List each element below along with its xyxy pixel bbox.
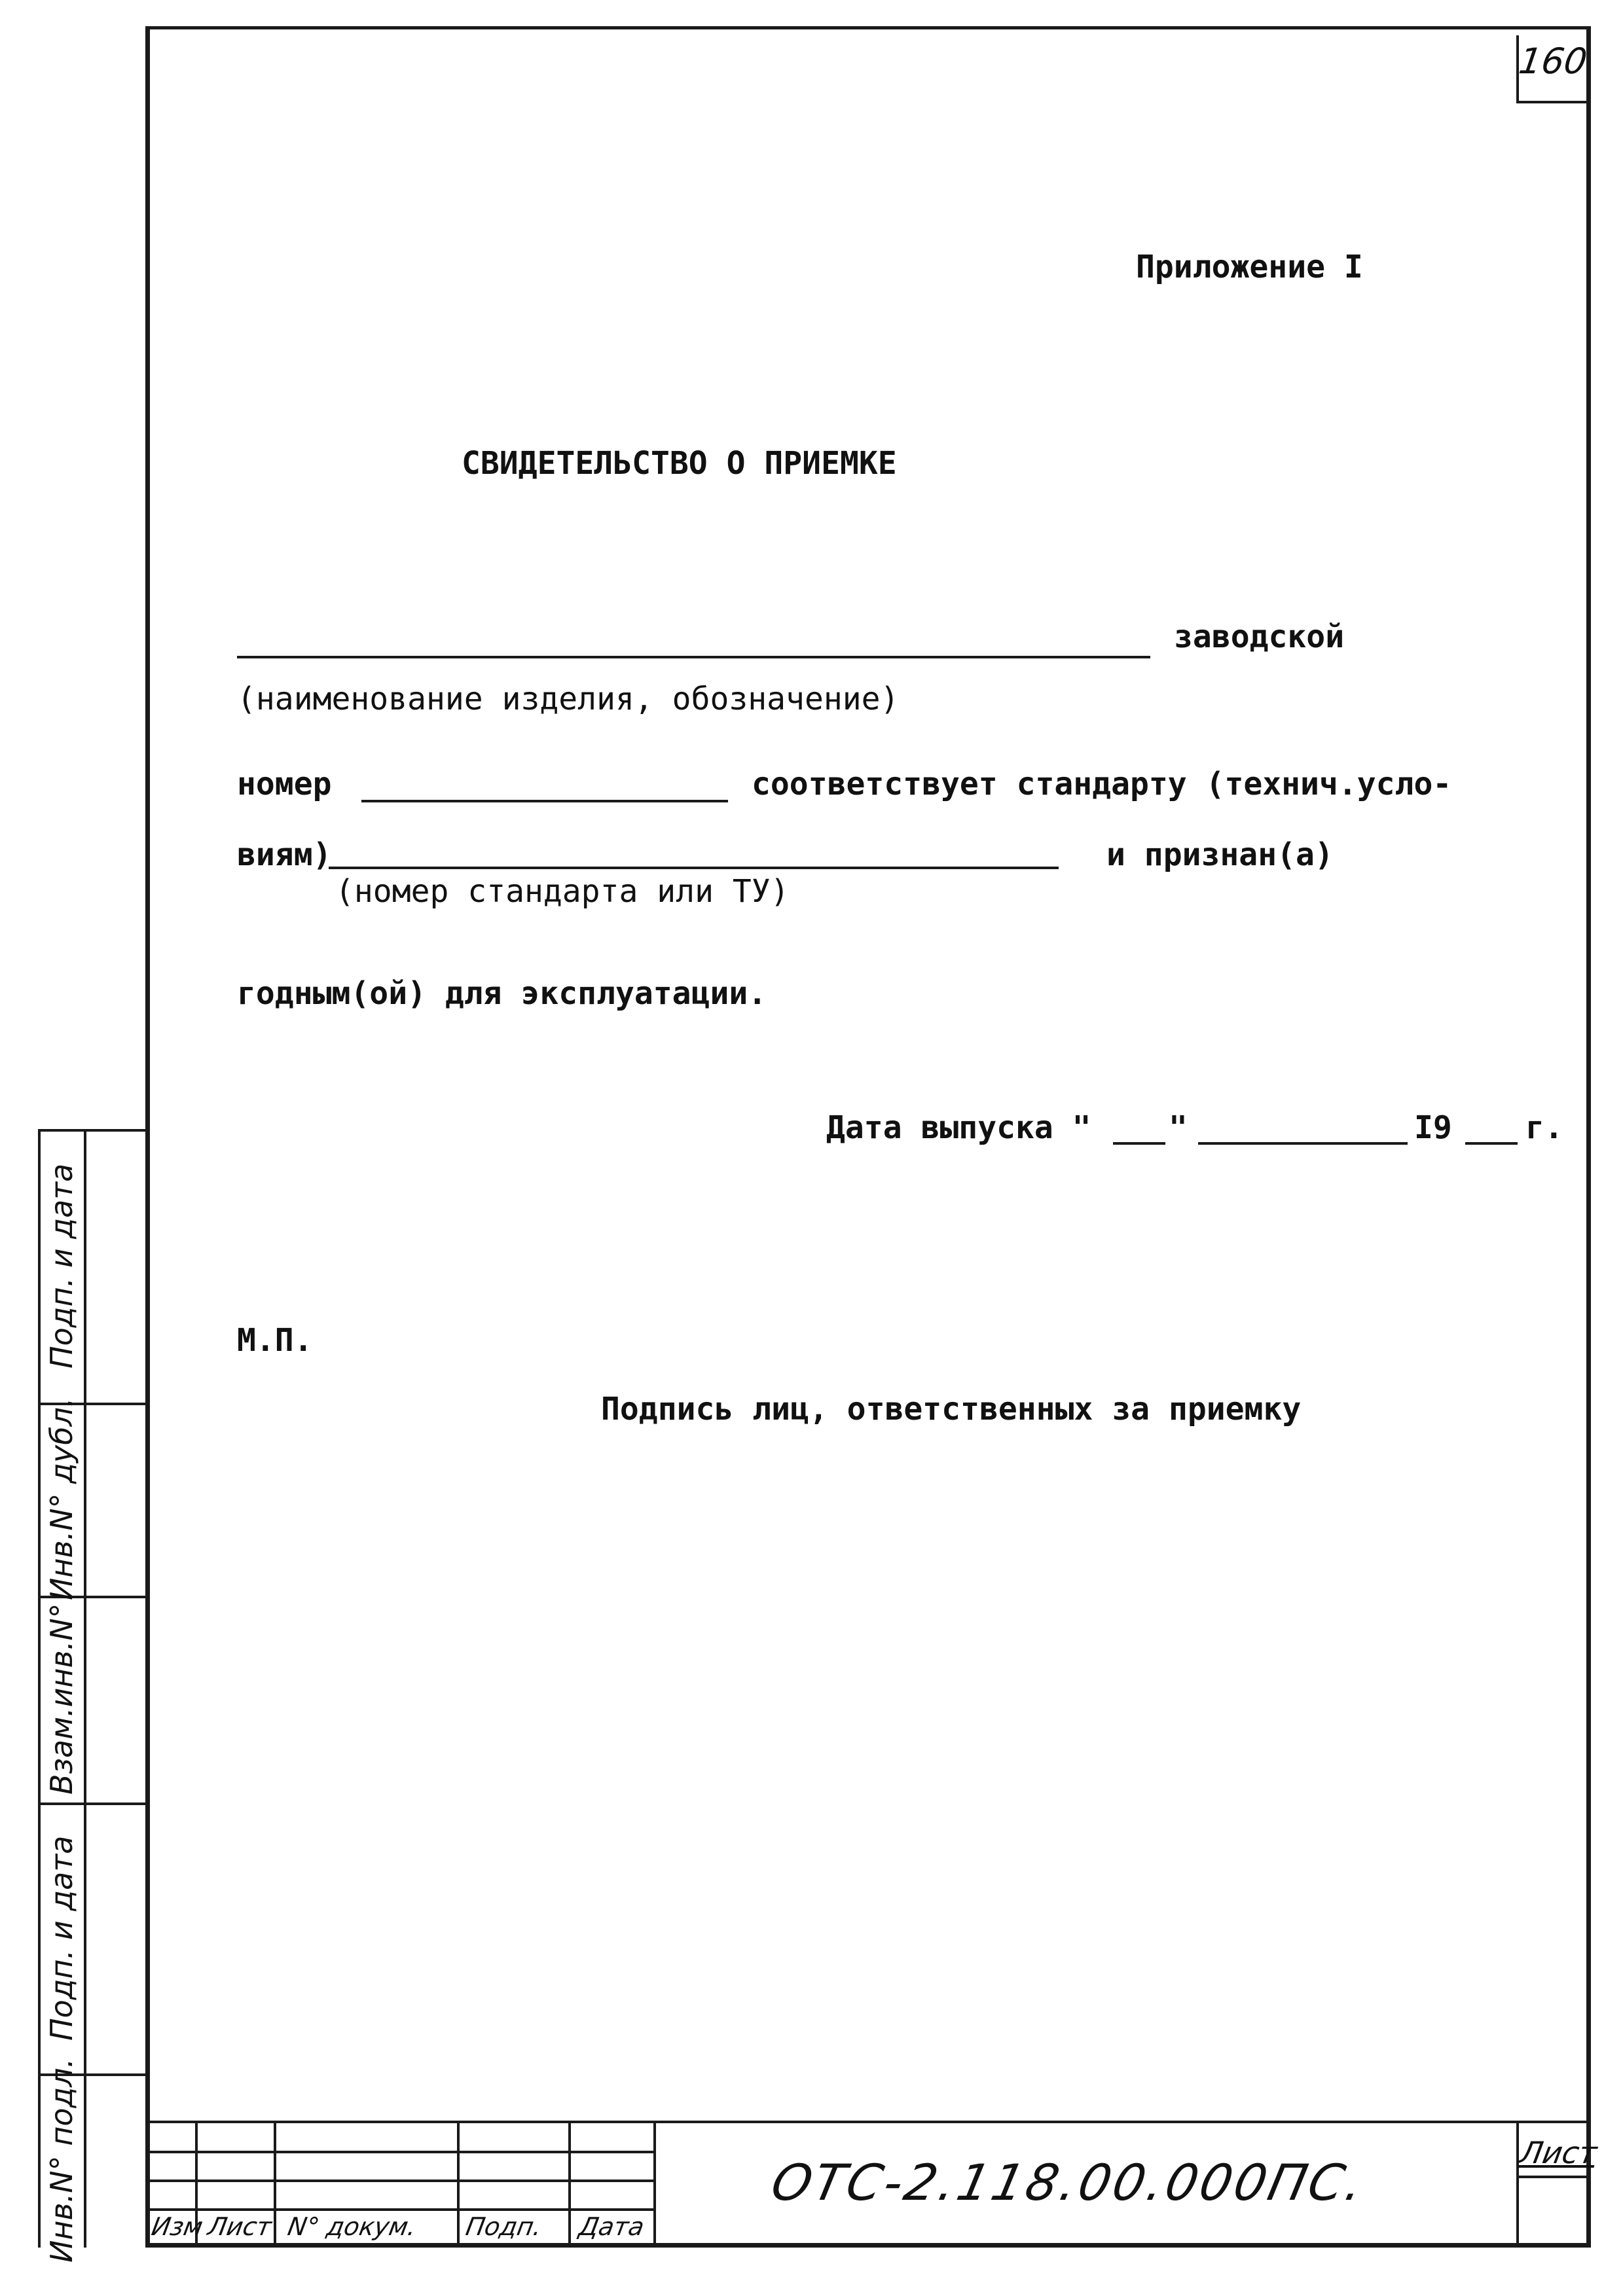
title-block-top-rule <box>145 2121 1591 2123</box>
header-document-number: N° докум. <box>285 2212 419 2241</box>
header-sheet: Лист <box>206 2212 274 2241</box>
number-blank <box>361 800 728 802</box>
month-blank <box>1198 1142 1408 1145</box>
title-block-row <box>145 2179 656 2182</box>
appendix-label: Приложение I <box>1136 249 1363 285</box>
number-label: номер <box>237 766 332 802</box>
header-date: Дата <box>577 2212 647 2241</box>
conditions-label: виям) <box>237 836 332 873</box>
fit-text: годным(ой) для эксплуатации. <box>237 975 767 1012</box>
margin-label-original-inv: Инв.N° подл. <box>44 2058 79 2263</box>
title-block-row <box>145 2208 656 2211</box>
margin-strip-divider <box>84 1129 86 2248</box>
product-caption: (наименование изделия, обозначение) <box>237 681 900 717</box>
date-quote: " <box>1169 1109 1188 1146</box>
signature-caption: Подпись лиц, ответственных за приемку <box>601 1391 1302 1427</box>
title-block-col <box>274 2121 276 2248</box>
title-block-col <box>568 2121 571 2248</box>
title-block-col <box>457 2121 460 2248</box>
title-block-row <box>145 2151 656 2153</box>
year-suffix: г. <box>1525 1109 1563 1146</box>
issue-date-label: Дата выпуска " <box>826 1109 1091 1146</box>
stamp-place: М.П. <box>237 1322 313 1359</box>
year-blank <box>1465 1142 1518 1145</box>
document-title: СВИДЕТЕЛЬСТВО О ПРИЕМКЕ <box>462 445 897 482</box>
sheet-number: 160 <box>1516 41 1590 82</box>
margin-label-sign-date-2: Подп. и дата <box>44 1163 79 1369</box>
sheet-label: Лист <box>1517 2135 1600 2170</box>
day-blank <box>1113 1142 1165 1145</box>
product-name-blank <box>237 656 1150 658</box>
title-block-col <box>653 2121 656 2248</box>
sheet-cell-rule <box>1516 2176 1591 2178</box>
margin-label-sign-date-1: Подп. и дата <box>44 1835 79 2041</box>
header-signature: Подп. <box>464 2212 544 2241</box>
header-change: Изм <box>149 2212 206 2241</box>
title-block-col <box>1516 2121 1519 2248</box>
margin-label-duplicate-inv: Инв.N° дубл. <box>44 1397 79 1601</box>
margin-label-replacement-inv: Взам.инв.N° <box>44 1603 79 1795</box>
conforms-text: соответствует стандарту (технич.усло- <box>752 766 1452 802</box>
factory-label: заводской <box>1174 619 1345 655</box>
standard-caption: (номер стандарта или ТУ) <box>335 873 790 910</box>
recognized-text: и признан(а) <box>1106 836 1334 873</box>
document-code: ОТС-2.118.00.000ПС. <box>766 2153 1372 2212</box>
year-prefix: I9 <box>1414 1109 1452 1146</box>
standard-blank <box>329 867 1059 869</box>
